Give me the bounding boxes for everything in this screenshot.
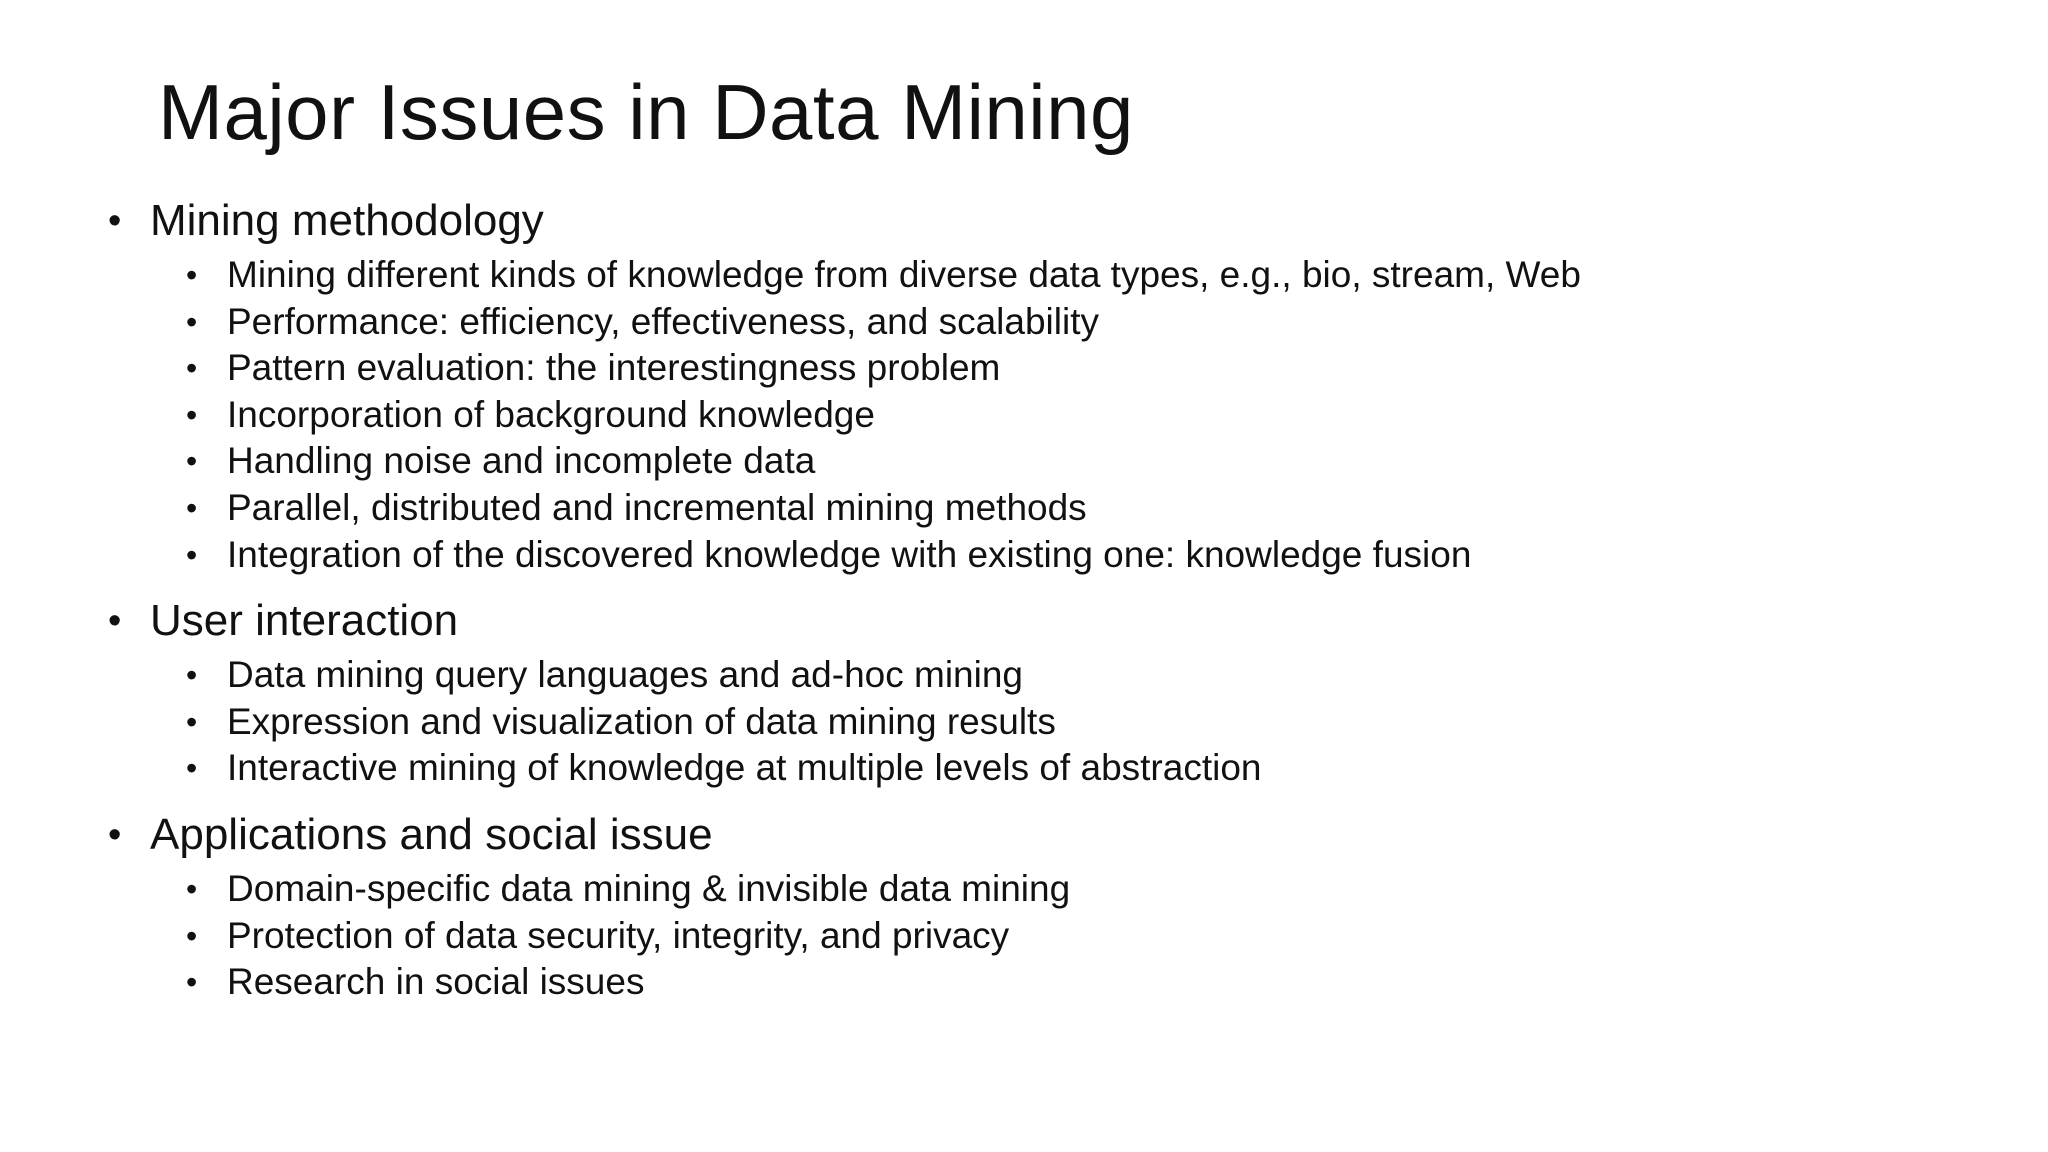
sub-bullet-list xyxy=(0,652,2048,792)
bullet-item-level2 xyxy=(0,345,2048,392)
bullet-icon: • xyxy=(108,813,122,856)
bullet-icon: • xyxy=(186,657,198,694)
bullet-icon: • xyxy=(186,443,198,480)
bullet-item-level2 xyxy=(0,392,2048,439)
section-user-interaction xyxy=(0,590,2048,792)
section-heading: Applications and social issue xyxy=(150,809,713,859)
bullet-text: Research in social issues xyxy=(227,961,645,1003)
bullet-icon: • xyxy=(186,257,198,293)
bullet-item-level2 xyxy=(0,485,2048,532)
bullet-text: Pattern evaluation: the interestingness problem xyxy=(227,347,1001,389)
bullet-text: Mining different kinds of knowledge from diverse data types, e.g., bio, stream, Web xyxy=(227,254,1581,295)
bullet-icon: • xyxy=(186,703,198,740)
bullet-item-level2 xyxy=(0,866,2048,913)
bullet-text: Integration of the discovered knowledge with existing one: knowledge fusion xyxy=(227,533,1472,575)
bullet-item-level2 xyxy=(0,532,2048,579)
bullet-icon: • xyxy=(186,396,198,433)
section-mining-methodology xyxy=(0,190,2048,578)
bullet-item-level2 xyxy=(0,438,2048,485)
bullet-text: Parallel, distributed and incremental mining methods xyxy=(227,486,1087,528)
bullet-item-level2 xyxy=(0,299,2048,346)
sub-bullet-list xyxy=(0,252,2048,578)
slide-title: Major Issues in Data Mining xyxy=(158,68,1134,156)
sub-bullet-list xyxy=(0,866,2048,1006)
bullet-item-level2 xyxy=(0,745,2048,792)
bullet-item-level2 xyxy=(0,252,2048,299)
bullet-item-level1 xyxy=(0,804,2048,866)
slide-content xyxy=(0,190,2048,1006)
bullet-icon: • xyxy=(108,600,122,643)
bullet-text: Protection of data security, integrity, and privacy xyxy=(227,914,1010,956)
section-heading: User interaction xyxy=(150,596,459,646)
section-heading: Mining methodology xyxy=(150,196,544,245)
bullet-icon: • xyxy=(186,489,198,526)
bullet-item-level2 xyxy=(0,652,2048,699)
bullet-icon: • xyxy=(108,200,122,242)
bullet-text: Expression and visualization of data mining results xyxy=(227,700,1056,742)
bullet-icon: • xyxy=(186,870,198,907)
section-applications-social-issue xyxy=(0,804,2048,1006)
bullet-icon: • xyxy=(186,350,198,387)
bullet-text: Data mining query languages and ad-hoc mining xyxy=(227,654,1024,696)
bullet-icon: • xyxy=(186,964,198,1001)
bullet-item-level2 xyxy=(0,959,2048,1006)
bullet-item-level2 xyxy=(0,913,2048,960)
bullet-text: Incorporation of background knowledge xyxy=(227,393,875,435)
bullet-icon: • xyxy=(186,536,198,573)
bullet-text: Performance: efficiency, effectiveness, and scalability xyxy=(227,300,1099,342)
bullet-item-level1 xyxy=(0,590,2048,652)
bullet-text: Interactive mining of knowledge at multiple levels of abstraction xyxy=(227,747,1262,789)
bullet-text: Handling noise and incomplete data xyxy=(227,440,816,482)
bullet-item-level2 xyxy=(0,699,2048,746)
bullet-text: Domain-specific data mining & invisible data mining xyxy=(227,867,1071,909)
bullet-icon: • xyxy=(186,917,198,954)
bullet-item-level1 xyxy=(0,190,2048,252)
bullet-icon: • xyxy=(186,303,198,340)
bullet-icon: • xyxy=(186,750,198,787)
